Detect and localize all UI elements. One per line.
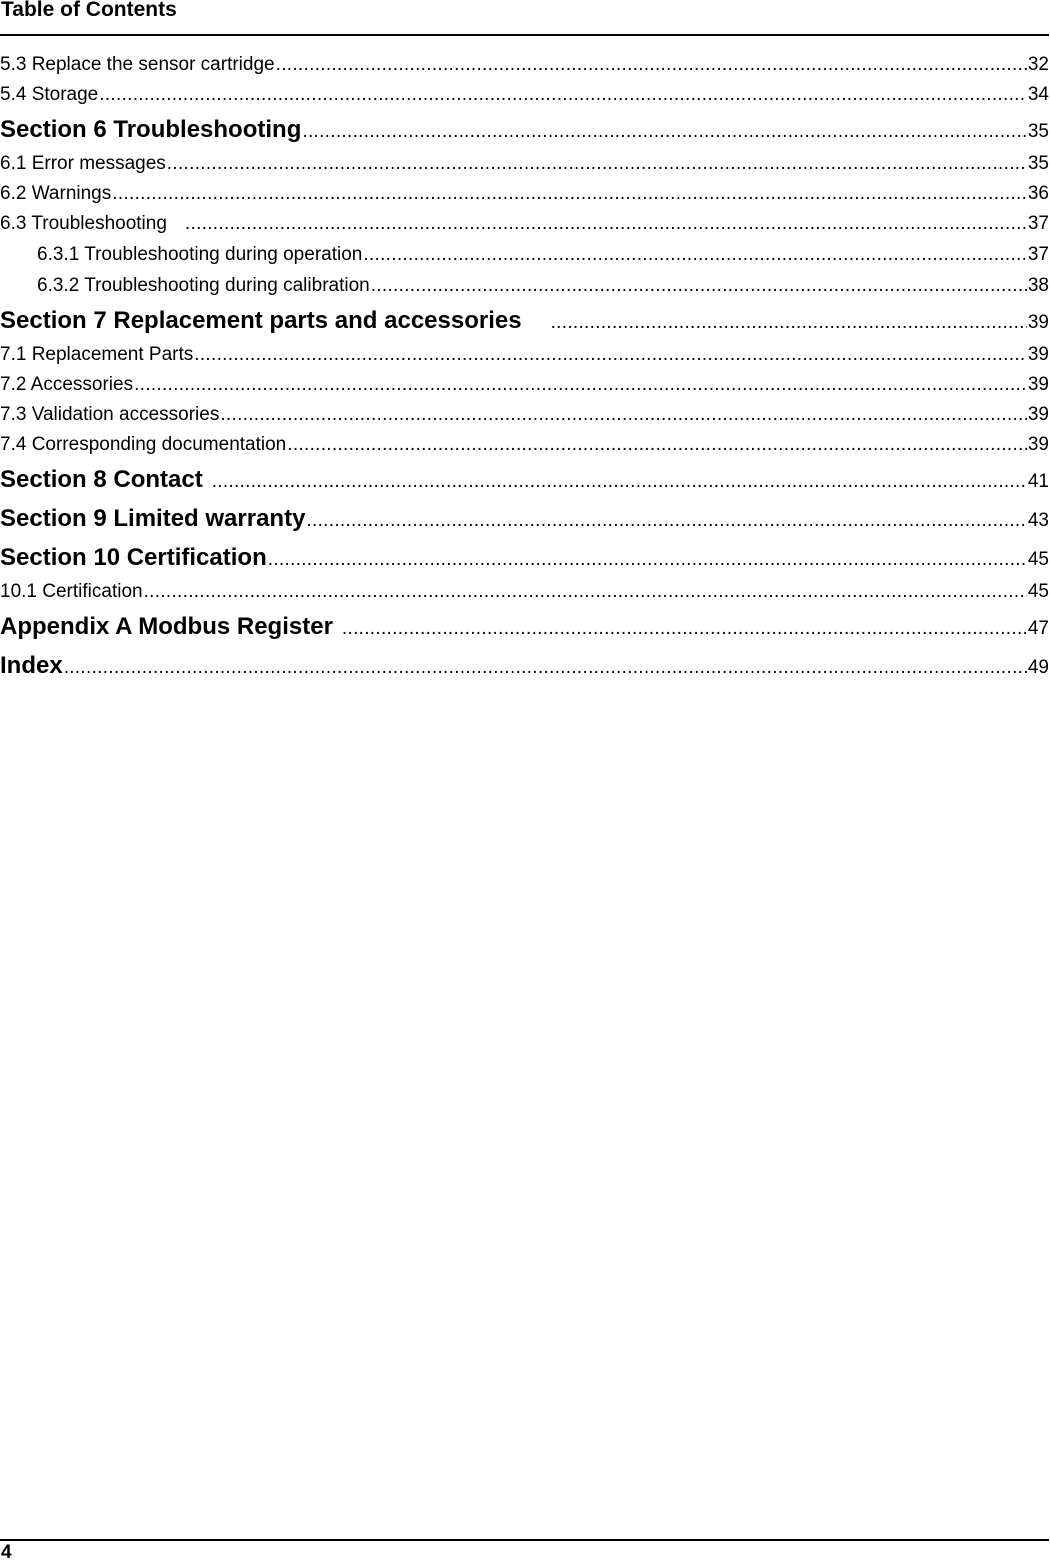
- toc-entry-label: 5.3 Replace the sensor cartridge: [0, 54, 275, 75]
- toc-section-label: Index: [0, 652, 63, 679]
- toc-entry-page: 36: [1027, 183, 1049, 204]
- toc-section-label: Section 9 Limited warranty: [0, 505, 306, 532]
- toc-entry-label: 6.1 Error messages: [0, 153, 166, 174]
- dot-leader: [167, 149, 1027, 179]
- dot-leader: [306, 499, 1026, 538]
- toc-entry-page: 39: [1027, 404, 1049, 425]
- toc-section-label: Section 6 Troubleshooting: [0, 116, 302, 143]
- toc-entry[interactable]: [0, 209, 1049, 239]
- dot-leader: [112, 179, 1027, 209]
- dot-leader: [287, 430, 1027, 460]
- footer-divider: [0, 1539, 1049, 1541]
- toc-entry[interactable]: [0, 80, 1049, 110]
- toc-entry-page: 45: [1027, 549, 1049, 570]
- toc-entry[interactable]: [0, 430, 1049, 460]
- table-of-contents: [0, 50, 1050, 685]
- toc-entry-label: 5.4 Storage: [0, 84, 99, 105]
- toc-subentry[interactable]: [0, 239, 1049, 270]
- toc-section-label: Section 10 Certification: [0, 544, 267, 571]
- dot-leader: [220, 400, 1027, 430]
- toc-section-label: Appendix A Modbus Register: [0, 613, 333, 640]
- dot-leader: [342, 607, 1027, 646]
- dot-leader: [551, 301, 1027, 340]
- toc-entry-label: 7.2 Accessories: [0, 374, 134, 395]
- dot-leader: [99, 80, 1027, 110]
- toc-entry-label: 7.1 Replacement Parts: [0, 344, 194, 365]
- page-title: Table of Contents: [1, 0, 177, 21]
- dot-leader: [363, 239, 1027, 270]
- page-number: 4: [1, 1542, 12, 1563]
- toc-subentry[interactable]: [0, 270, 1049, 301]
- toc-entry-page: 47: [1027, 618, 1049, 639]
- dot-leader: [64, 646, 1027, 685]
- toc-entry-page: 43: [1027, 510, 1049, 531]
- toc-entry-page: 39: [1027, 312, 1049, 333]
- toc-section-entry[interactable]: [0, 646, 1049, 685]
- toc-entry-page: 38: [1027, 275, 1049, 296]
- toc-entry-page: 41: [1027, 471, 1049, 492]
- toc-entry-label: 6.3 Troubleshooting: [0, 213, 167, 234]
- toc-entry[interactable]: [0, 50, 1049, 80]
- dot-leader: [212, 460, 1027, 499]
- toc-section-entry[interactable]: [0, 607, 1049, 646]
- toc-entry-page: 35: [1027, 153, 1049, 174]
- dot-leader: [134, 370, 1027, 400]
- dot-leader: [268, 538, 1027, 577]
- toc-section-entry[interactable]: [0, 110, 1049, 149]
- toc-entry-page: 34: [1027, 84, 1049, 105]
- toc-entry[interactable]: [0, 149, 1049, 179]
- toc-entry-page: 45: [1027, 581, 1049, 602]
- toc-entry[interactable]: [0, 179, 1049, 209]
- toc-section-entry[interactable]: [0, 460, 1049, 499]
- toc-section-entry[interactable]: [0, 538, 1049, 577]
- toc-section-label: Section 7 Replacement parts and accessories: [0, 307, 522, 334]
- toc-entry-page: 39: [1027, 374, 1049, 395]
- dot-leader: [185, 209, 1027, 239]
- dot-leader: [144, 577, 1027, 607]
- toc-entry[interactable]: [0, 340, 1049, 370]
- dot-leader: [371, 270, 1027, 301]
- toc-entry-label: 7.4 Corresponding documentation: [0, 434, 287, 455]
- dot-leader: [276, 50, 1027, 80]
- toc-entry-page: 39: [1027, 344, 1049, 365]
- toc-section-entry[interactable]: [0, 301, 1049, 340]
- toc-section-entry[interactable]: [0, 499, 1049, 538]
- toc-entry-page: 39: [1027, 434, 1049, 455]
- toc-entry-page: 37: [1027, 244, 1049, 265]
- toc-entry-page: 32: [1027, 54, 1049, 75]
- header-divider: [0, 34, 1049, 36]
- toc-entry-label: 10.1 Certification: [0, 581, 143, 602]
- toc-entry-page: 49: [1027, 657, 1049, 678]
- toc-section-label: Section 8 Contact: [0, 466, 203, 493]
- toc-entry[interactable]: [0, 577, 1049, 607]
- toc-entry-label: 6.3.1 Troubleshooting during operation: [37, 244, 363, 265]
- toc-entry-page: 37: [1027, 213, 1049, 234]
- toc-entry-label: 7.3 Validation accessories: [0, 404, 220, 425]
- toc-entry-label: 6.2 Warnings: [0, 183, 112, 204]
- toc-entry[interactable]: [0, 400, 1049, 430]
- dot-leader: [194, 340, 1027, 370]
- toc-entry-label: 6.3.2 Troubleshooting during calibration: [37, 275, 370, 296]
- toc-entry[interactable]: [0, 370, 1049, 400]
- dot-leader: [302, 110, 1027, 149]
- toc-entry-page: 35: [1027, 121, 1049, 142]
